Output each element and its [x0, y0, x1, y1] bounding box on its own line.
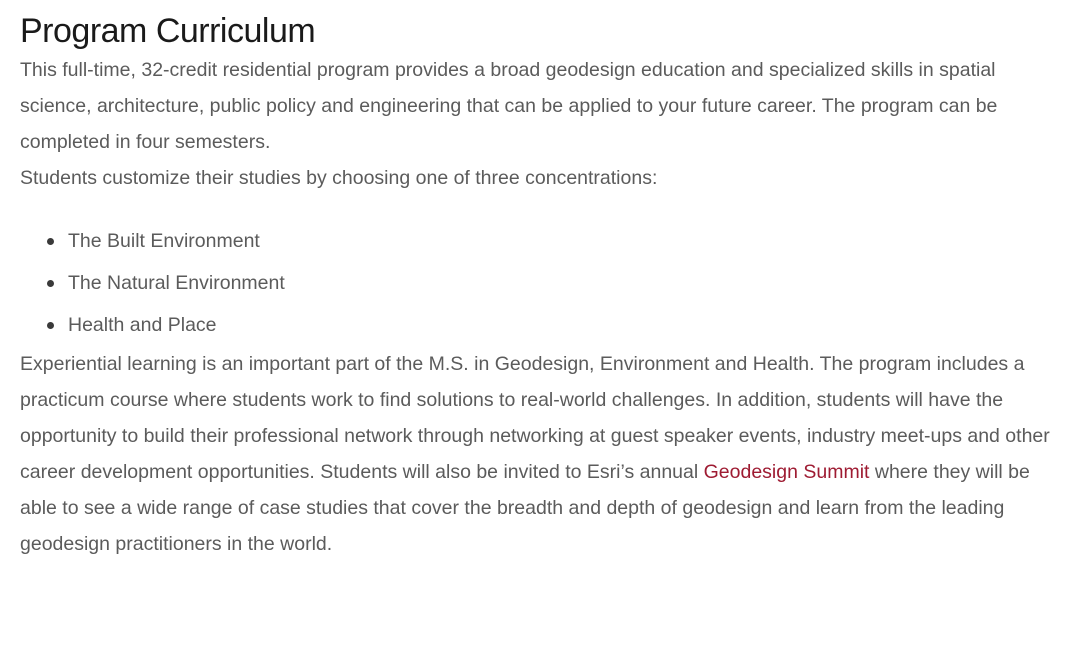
experiential-text-start: Experiential learning is an important part of the M.S. in Geodesign, Environment and Health. The program includes a practicum course where students work to find solutions to real-world challenges. In addition, students will have the opportunity to build their professional network through networking at guest speaker events, industry meet-ups and other career development opportunities. Students will also be invited to Esri’s annual — [20, 353, 1050, 483]
concentration-label: The Natural Environment — [68, 272, 285, 294]
list-item — [68, 262, 1070, 304]
experiential-paragraph — [20, 346, 1070, 562]
bullet-icon — [47, 280, 54, 287]
concentration-label: The Built Environment — [68, 230, 260, 252]
list-item — [68, 304, 1070, 346]
intro-paragraph: This full-time, 32-credit residential program provides a broad geodesign education and specialized skills in spatial science, architecture, public policy and engineering that can be applied to your future career. The program can be completed in four semesters. — [20, 59, 998, 153]
curriculum-section — [20, 0, 1070, 562]
page-title: Program Curriculum — [20, 12, 316, 50]
concentration-label: Health and Place — [68, 314, 217, 336]
experiential-text-end: where they will be able to see a wide range of case studies that cover the breadth and depth of geodesign and learn from the leading geodesign practitioners in the world. — [20, 461, 1030, 555]
list-item — [68, 220, 1070, 262]
bullet-icon — [47, 322, 54, 329]
concentrations-lead: Students customize their studies by choosing one of three concentrations: — [20, 167, 658, 189]
concentrations-list — [20, 220, 1070, 346]
bullet-icon — [47, 238, 54, 245]
geodesign-summit-link[interactable]: Geodesign Summit — [703, 461, 870, 483]
